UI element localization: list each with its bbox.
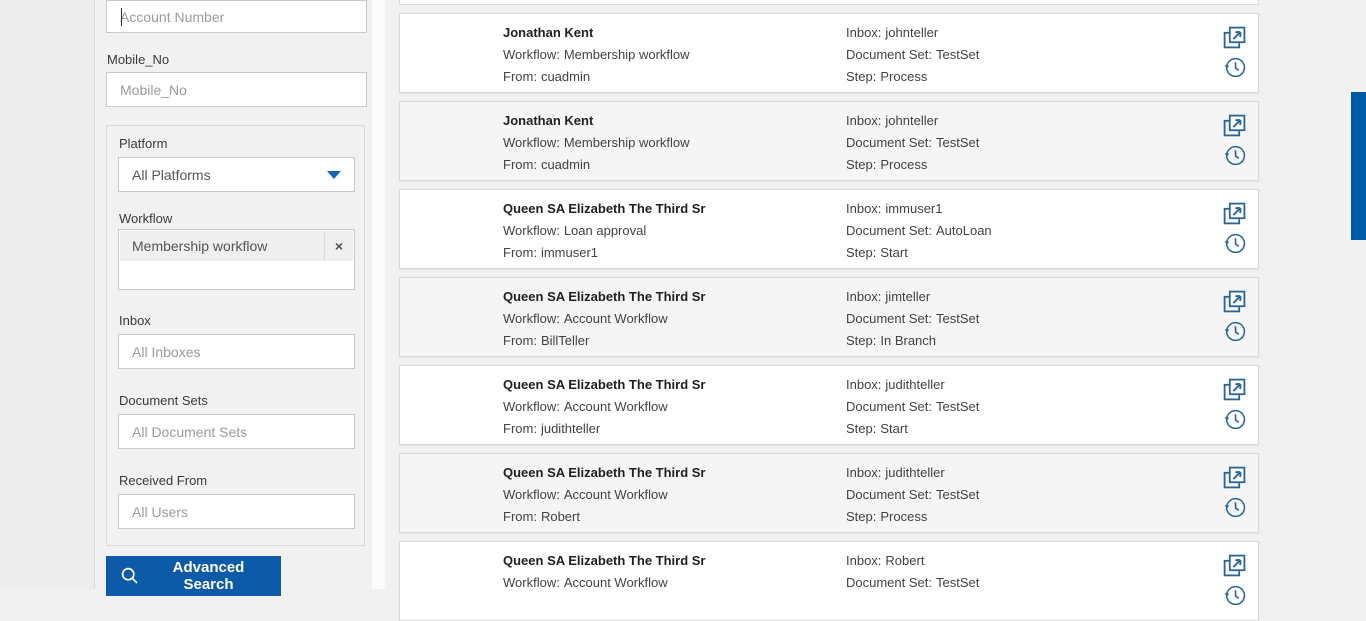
document-set-row xyxy=(846,132,1214,154)
main-scrollbar-thumb[interactable] xyxy=(1351,92,1366,240)
document-set-row-value: TestSet xyxy=(936,399,980,414)
workflow-row-value: Loan approval xyxy=(563,223,647,238)
step-row xyxy=(846,242,1214,264)
step-row xyxy=(846,154,1214,176)
result-card xyxy=(399,13,1259,93)
step-row xyxy=(846,506,1214,528)
from-row-value: cuadmin xyxy=(540,157,591,172)
workflow-row-value: Account Workflow xyxy=(563,399,668,414)
close-icon: × xyxy=(334,238,344,254)
from-row-label: From: xyxy=(503,421,537,436)
mobile-no-label: Mobile_No xyxy=(107,52,170,67)
from-row xyxy=(503,242,846,264)
inbox-row-value: jimteller xyxy=(885,289,931,304)
inbox-row-label: Inbox: xyxy=(846,553,882,568)
document-set-row xyxy=(846,220,1214,242)
step-row-value: Process xyxy=(880,157,928,172)
mobile-no-input[interactable] xyxy=(106,72,367,107)
document-set-row-label: Document Set: xyxy=(846,575,932,590)
document-set-row xyxy=(846,308,1214,330)
inbox-row xyxy=(846,110,1214,132)
platform-select[interactable] xyxy=(118,157,355,192)
result-card xyxy=(399,541,1259,621)
workflow-multiselect[interactable] xyxy=(118,229,355,290)
platform-label: Platform xyxy=(119,136,168,151)
document-set-row xyxy=(846,44,1214,66)
from-row xyxy=(503,66,846,88)
workflow-row-label: Workflow: xyxy=(503,311,560,326)
result-card xyxy=(399,365,1259,445)
workflow-row xyxy=(503,572,846,594)
step-row xyxy=(846,418,1214,440)
search-icon xyxy=(120,566,140,586)
inbox-row xyxy=(846,22,1214,44)
workflow-row-value: Account Workflow xyxy=(563,311,668,326)
open-item-icon[interactable] xyxy=(1221,200,1248,227)
inbox-row-value: Robert xyxy=(885,553,925,568)
workflow-row-label: Workflow: xyxy=(503,487,560,502)
card-name: Queen SA Elizabeth The Third Sr xyxy=(503,553,706,568)
workflow-row-label: Workflow: xyxy=(503,575,560,590)
inbox-row-value: immuser1 xyxy=(885,201,943,216)
result-card xyxy=(399,277,1259,357)
document-set-row-value: TestSet xyxy=(936,311,980,326)
document-sets-label: Document Sets xyxy=(119,393,208,408)
step-row-label: Step: xyxy=(846,333,877,348)
workflow-row xyxy=(503,44,846,66)
step-row-value: Process xyxy=(880,69,928,84)
inbox-row-label: Inbox: xyxy=(846,465,882,480)
from-row-label: From: xyxy=(503,245,537,260)
advanced-search-button[interactable] xyxy=(106,556,281,596)
step-row-value: Process xyxy=(880,509,928,524)
partial-card-top xyxy=(399,0,1259,5)
workflow-row-label: Workflow: xyxy=(503,399,560,414)
step-row-value: Start xyxy=(880,245,908,260)
workflow-row-label: Workflow: xyxy=(503,135,560,150)
step-row xyxy=(846,66,1214,88)
from-row-value: Robert xyxy=(540,509,580,524)
card-name: Queen SA Elizabeth The Third Sr xyxy=(503,289,706,304)
advanced-search-label: Advanced Search xyxy=(172,559,245,593)
workflow-row-value: Account Workflow xyxy=(563,575,668,590)
step-row-label: Step: xyxy=(846,421,877,436)
workflow-row xyxy=(503,396,846,418)
left-gutter xyxy=(0,0,95,589)
open-item-icon[interactable] xyxy=(1221,112,1248,139)
workflow-row-value: Account Workflow xyxy=(563,487,668,502)
document-set-row-label: Document Set: xyxy=(846,399,932,414)
workflow-chip-label: Membership workflow xyxy=(132,238,268,254)
inbox-row-value: judithteller xyxy=(885,465,945,480)
from-row-label: From: xyxy=(503,157,537,172)
step-row-label: Step: xyxy=(846,69,877,84)
history-icon[interactable] xyxy=(1222,318,1248,344)
card-name: Queen SA Elizabeth The Third Sr xyxy=(503,201,706,216)
workflow-chip xyxy=(120,231,353,261)
card-name: Jonathan Kent xyxy=(503,25,594,40)
history-icon[interactable] xyxy=(1222,142,1248,168)
platform-selected-value: All Platforms xyxy=(132,166,211,183)
inbox-row-label: Inbox: xyxy=(846,377,882,392)
document-set-row xyxy=(846,396,1214,418)
workflow-row-value: Membership workflow xyxy=(563,47,690,62)
document-set-row-label: Document Set: xyxy=(846,223,932,238)
card-name: Queen SA Elizabeth The Third Sr xyxy=(503,377,706,392)
inbox-row-value: johnteller xyxy=(885,113,939,128)
account-number-input[interactable] xyxy=(106,0,367,33)
document-set-row-label: Document Set: xyxy=(846,311,932,326)
workflow-row xyxy=(503,220,846,242)
from-row-label: From: xyxy=(503,69,537,84)
result-card xyxy=(399,453,1259,533)
text-caret xyxy=(121,8,122,26)
document-set-row-value: TestSet xyxy=(936,487,980,502)
workflow-row xyxy=(503,308,846,330)
document-set-row-value: TestSet xyxy=(936,135,980,150)
document-set-row-value: TestSet xyxy=(936,47,980,62)
document-set-row-value: AutoLoan xyxy=(936,223,992,238)
workflow-row-label: Workflow: xyxy=(503,47,560,62)
inbox-row-value: johnteller xyxy=(885,25,939,40)
document-sets-input[interactable] xyxy=(118,414,355,449)
inbox-row-label: Inbox: xyxy=(846,201,882,216)
open-item-icon[interactable] xyxy=(1221,288,1248,315)
inbox-row xyxy=(846,374,1214,396)
document-set-row xyxy=(846,484,1214,506)
step-row-label: Step: xyxy=(846,509,877,524)
workflow-row-label: Workflow: xyxy=(503,223,560,238)
history-icon[interactable] xyxy=(1222,230,1248,256)
from-row xyxy=(503,330,846,352)
open-item-icon[interactable] xyxy=(1221,24,1248,51)
inbox-row xyxy=(846,550,1214,572)
workflow-row-value: Membership workflow xyxy=(563,135,690,150)
card-name: Jonathan Kent xyxy=(503,113,594,128)
document-set-row-value: TestSet xyxy=(936,575,980,590)
inbox-row xyxy=(846,198,1214,220)
from-row-value: judithteller xyxy=(540,421,601,436)
sidebar-scroll-track[interactable] xyxy=(372,0,385,589)
from-row-value: BillTeller xyxy=(540,333,590,348)
inbox-row xyxy=(846,286,1214,308)
open-item-icon[interactable] xyxy=(1221,376,1248,403)
remove-chip-button[interactable] xyxy=(324,231,353,261)
inbox-input[interactable] xyxy=(118,334,355,369)
from-row-value: immuser1 xyxy=(540,245,599,260)
received-from-input[interactable] xyxy=(118,494,355,529)
open-item-icon[interactable] xyxy=(1221,464,1248,491)
workflow-row xyxy=(503,132,846,154)
step-row-label: Step: xyxy=(846,157,877,172)
from-row xyxy=(503,418,846,440)
results-list xyxy=(399,0,1259,621)
step-row xyxy=(846,330,1214,352)
document-set-row-label: Document Set: xyxy=(846,135,932,150)
document-set-row-label: Document Set: xyxy=(846,487,932,502)
from-row-label: From: xyxy=(503,333,537,348)
inbox-row-label: Inbox: xyxy=(846,289,882,304)
history-icon[interactable] xyxy=(1222,494,1248,520)
workflow-row xyxy=(503,484,846,506)
inbox-row xyxy=(846,462,1214,484)
from-row xyxy=(503,506,846,528)
inbox-label: Inbox xyxy=(119,313,151,328)
from-row-label: From: xyxy=(503,509,537,524)
document-set-row-label: Document Set: xyxy=(846,47,932,62)
workflow-label: Workflow xyxy=(119,211,173,226)
inbox-row-value: judithteller xyxy=(885,377,945,392)
result-card xyxy=(399,101,1259,181)
inbox-row-label: Inbox: xyxy=(846,113,882,128)
from-row-value: cuadmin xyxy=(540,69,591,84)
card-name: Queen SA Elizabeth The Third Sr xyxy=(503,465,706,480)
chevron-down-icon xyxy=(327,171,341,179)
open-item-icon[interactable] xyxy=(1221,552,1248,579)
document-set-row xyxy=(846,572,1214,594)
step-row-value: In Branch xyxy=(880,333,937,348)
history-icon[interactable] xyxy=(1222,582,1248,608)
step-row-value: Start xyxy=(880,421,908,436)
from-row xyxy=(503,154,846,176)
history-icon[interactable] xyxy=(1222,406,1248,432)
result-card xyxy=(399,189,1259,269)
inbox-row-label: Inbox: xyxy=(846,25,882,40)
received-from-label: Received From xyxy=(119,473,208,488)
step-row-label: Step: xyxy=(846,245,877,260)
history-icon[interactable] xyxy=(1222,54,1248,80)
